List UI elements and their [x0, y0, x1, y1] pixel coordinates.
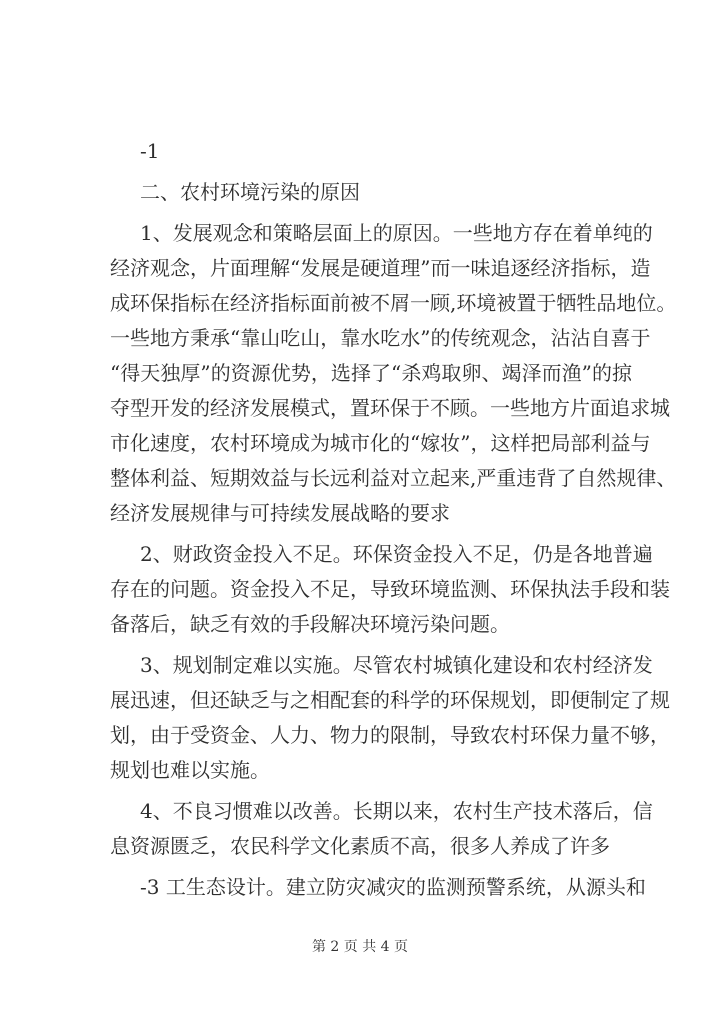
- text-line: 存在的问题。资金投入不足，导致环境监测、环保执法手段和装: [110, 577, 670, 601]
- text-line: 2、财政资金投入不足。环保资金投入不足，仍是各地普遍: [140, 542, 653, 566]
- text-line: -3 工生态设计。建立防灾减灾的监测预警系统，从源头和: [140, 875, 646, 899]
- text-line: 夺型开发的经济发展模式，置环保于不顾。一些地方片面追求城: [110, 396, 670, 420]
- text-line: 1、发展观念和策略层面上的原因。一些地方存在着单纯的: [140, 221, 653, 245]
- paragraph: [110, 794, 653, 864]
- text-line: 二、农村环境污染的原因: [140, 180, 360, 204]
- text-line: 备落后，缺乏有效的手段解决环境污染问题。: [110, 612, 510, 636]
- paragraph: [110, 537, 670, 642]
- document-body: [110, 134, 677, 911]
- paragraph: [110, 870, 646, 905]
- text-line: 经济发展规律与可持续发展战略的要求: [110, 501, 450, 525]
- text-line: 市化速度，农村环境成为城市化的“嫁妆”，这样把局部利益与: [110, 431, 651, 455]
- text-line: 成环保指标在经济指标面前被不屑一顾,环境被置于牺牲品地位。: [110, 291, 677, 315]
- paragraph: [110, 648, 670, 788]
- text-line: 息资源匮乏，农民科学文化素质不高，很多人养成了许多: [110, 834, 610, 858]
- text-line: 3、规划制定难以实施。尽管农村城镇化建设和农村经济发: [140, 653, 653, 677]
- text-line: 4、不良习惯难以改善。长期以来，农村生产技术落后，信: [140, 799, 653, 823]
- paragraph: [110, 134, 632, 169]
- text-line: 规划也难以实施。: [110, 758, 270, 782]
- text-line: -1: [140, 139, 160, 163]
- paragraph: [110, 216, 677, 531]
- paragraph: [110, 175, 632, 210]
- text-line: 展迅速，但还缺乏与之相配套的科学的环保规划，即便制定了规: [110, 688, 670, 712]
- text-line: “得天独厚”的资源优势，选择了“杀鸡取卵、竭泽而渔”的掠: [110, 361, 632, 385]
- text-line: 经济观念，片面理解“发展是硬道理”而一味追逐经济指标，造: [110, 256, 651, 280]
- text-line: 整体利益、短期效益与长远利益对立起来,严重违背了自然规律、: [110, 466, 677, 490]
- text-line: 一些地方秉承“靠山吃山，靠水吃水”的传统观念，沾沾自喜于: [110, 326, 651, 350]
- text-line: 划，由于受资金、人力、物力的限制，导致农村环保力量不够，: [110, 723, 670, 747]
- page-number-footer: 第 2 页 共 4 页: [311, 939, 409, 955]
